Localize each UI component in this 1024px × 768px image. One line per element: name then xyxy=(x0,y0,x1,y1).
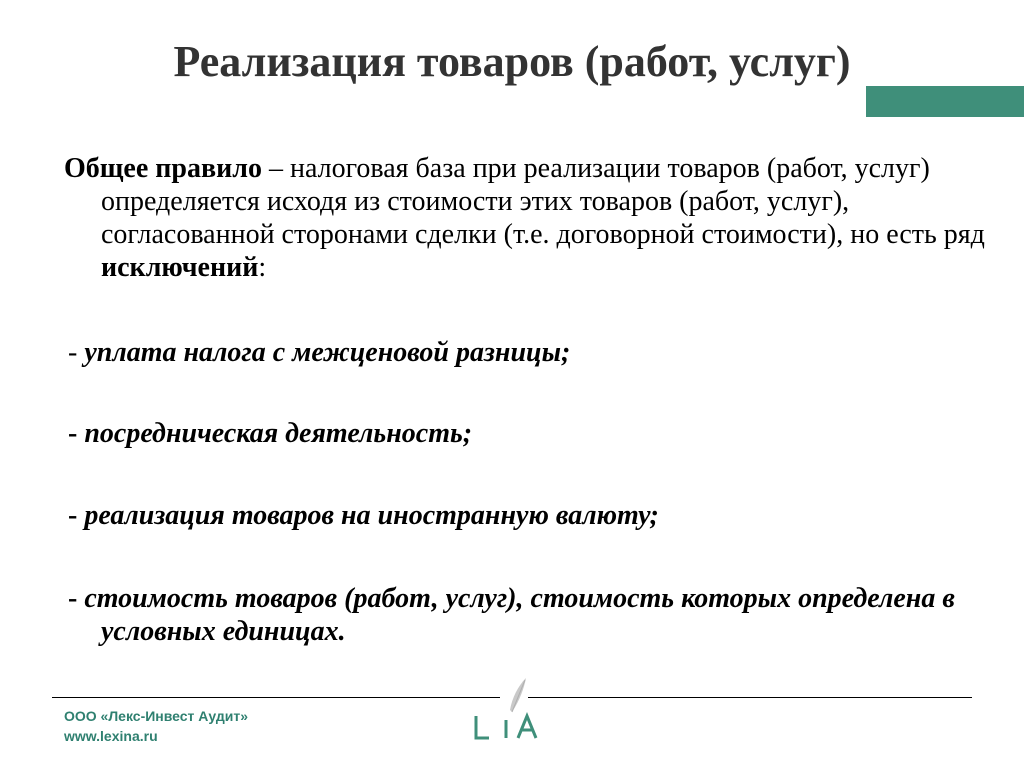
footer-divider-left xyxy=(52,697,500,698)
general-rule-text: – налоговая база при реализации товаров (работ, услуг) определяется исходя из стоимости этих товаров (работ, услуг), согласованной сторонами сделки (т.е. договорной стоимости), но есть ряд xyxy=(101,153,985,250)
bullet-dash: - xyxy=(68,418,85,449)
list-item-text: реализация товаров на иностранную валюту; xyxy=(84,500,659,531)
general-rule-lead: Общее правило xyxy=(64,153,262,184)
general-rule-tail: : xyxy=(258,252,267,283)
list-item xyxy=(68,417,1001,450)
list-item-text: посредническая деятельность; xyxy=(84,418,473,449)
list-item xyxy=(68,499,1001,532)
footer-company-info xyxy=(64,706,248,746)
bullet-dash: - xyxy=(68,500,85,531)
company-name: ООО «Лекс-Инвест Аудит» xyxy=(64,708,248,724)
slide-title: Реализация товаров (работ, услуг) xyxy=(173,37,851,86)
footer-divider-right xyxy=(528,697,972,698)
accent-bar xyxy=(866,86,1024,117)
list-item xyxy=(68,336,1001,369)
exceptions-word: исключений xyxy=(101,252,259,283)
lia-logo-icon xyxy=(470,672,542,744)
list-item-text: уплата налога с межценовой разницы; xyxy=(84,337,571,368)
general-rule-paragraph xyxy=(64,152,1001,284)
bullet-dash: - xyxy=(68,583,85,614)
company-website: www.lexina.ru xyxy=(64,728,158,744)
bullet-dash: - xyxy=(68,337,85,368)
list-item xyxy=(68,582,1001,648)
list-item-text: стоимость товаров (работ, услуг), стоимость которых определена в условных единицах. xyxy=(84,583,955,647)
